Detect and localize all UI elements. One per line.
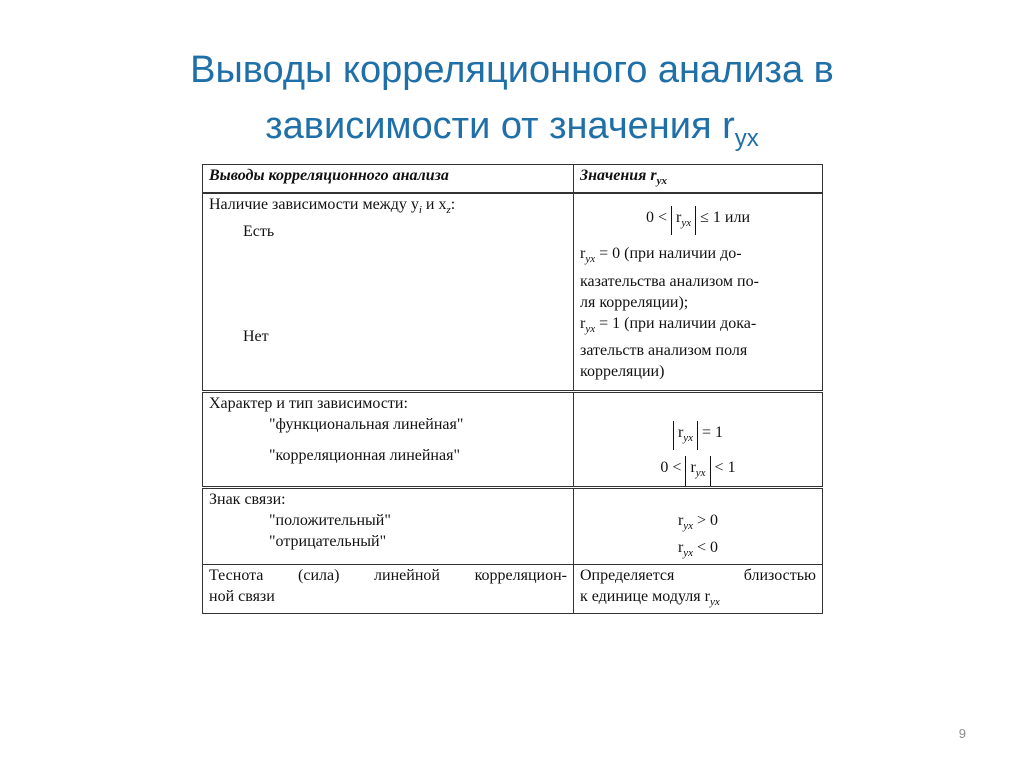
header-values-sub: yx (656, 175, 667, 188)
row3-heading: Знак связи: (209, 490, 286, 508)
row1-yes: Есть (243, 223, 275, 241)
row4-right-cell (574, 564, 823, 613)
row1-heading-sub1: i (418, 204, 422, 217)
row1-spacer (209, 242, 567, 326)
row4-line1: Теснота (сила) линейной корреляцион- (209, 566, 567, 584)
table-row (203, 487, 823, 564)
row2-right-cell (574, 392, 823, 487)
row2-gap (209, 435, 567, 445)
header-values (574, 165, 823, 194)
row2-eq (580, 421, 816, 450)
row1-heading-text: Наличие зависимости между y (209, 196, 419, 214)
row3-neg-text: < 0 (693, 538, 719, 556)
correlation-conclusions-table (202, 164, 823, 614)
row2-item2: "корреляционная линейная" (269, 447, 460, 465)
page-number: 9 (958, 726, 966, 741)
row3-item1: "положительный" (269, 511, 391, 529)
row1-no: Нет (243, 328, 269, 346)
row1-one-line3: корреляции) (580, 362, 665, 380)
table-row (203, 392, 823, 487)
one-r: r (580, 314, 586, 332)
zero-r: r (580, 245, 586, 263)
row3-right-spacer (580, 489, 816, 510)
row3-pos (580, 510, 816, 537)
r-sub: yx (681, 217, 692, 230)
row1-heading-sub2: z (446, 204, 451, 217)
row2-left-cell (203, 392, 574, 487)
row2-right-spacer (580, 393, 816, 421)
row1-heading (209, 194, 567, 221)
row1-right-spacer (580, 194, 816, 206)
row2-eq-post: = 1 (698, 424, 724, 442)
r-symbol: r (677, 511, 684, 529)
table-row (203, 564, 823, 613)
row4-left-cell (203, 564, 574, 613)
row4-right-line2-text: к единице модуля r (580, 587, 710, 605)
table-header-row (203, 165, 823, 194)
r-symbol: r (690, 459, 696, 477)
title-line-2-text: зависимости от значения r (265, 105, 735, 147)
abs-r-2 (673, 421, 698, 450)
title-subscript: yx (734, 125, 759, 152)
row2-ineq (580, 456, 816, 485)
row4-right-sub: yx (709, 596, 720, 609)
row1-zero-line2: казательства анализом по- (580, 272, 759, 290)
r-sub: yx (683, 519, 694, 532)
one-line1-text: = 1 (при наличии дока- (595, 314, 757, 332)
header-conclusions: Выводы корреляционного анализа (203, 165, 574, 194)
row1-zero-line3: ля корреляции); (580, 293, 689, 311)
row3-item2: "отрицательный" (269, 532, 387, 550)
zero-line1-text: = 0 (при наличии до- (595, 245, 742, 263)
row4-right-line2 (580, 586, 816, 613)
row1-right-gap (580, 235, 816, 243)
row4-line2: ной связи (209, 587, 275, 605)
r-symbol: r (676, 209, 682, 227)
row1-heading-end: : (450, 196, 456, 214)
title-line-1: Выводы корреляционного анализа в (190, 49, 834, 91)
r-sub: yx (683, 546, 694, 559)
title-line-2 (60, 98, 964, 154)
r-sub: yx (695, 467, 706, 480)
row2-ineq-pre: 0 < (660, 459, 686, 477)
abs-r-1 (671, 206, 696, 235)
row2-heading: Характер и тип зависимости: (209, 395, 408, 413)
abs-r-3 (685, 456, 710, 485)
header-values-text: Значения r (580, 167, 657, 184)
table-row (203, 193, 823, 392)
row4-right-line1: Определяется близостью (580, 566, 816, 584)
row1-zero-line1 (580, 243, 816, 270)
row1-inequality (580, 206, 816, 235)
row1-one-line2: зательств анализом поля (580, 341, 748, 359)
slide-title (60, 42, 964, 154)
row3-pos-text: > 0 (693, 511, 719, 529)
row1-ineq-post: ≤ 1 или (696, 209, 750, 227)
r-sub: yx (683, 432, 694, 445)
row2-item1: "функциональная линейная" (269, 416, 464, 434)
r-symbol: r (677, 424, 684, 442)
row1-left-cell (203, 193, 574, 392)
row1-one-line1 (580, 313, 816, 340)
row3-left-cell (203, 487, 574, 564)
row2-ineq-post: < 1 (710, 459, 736, 477)
row1-ineq-pre: 0 < (645, 209, 672, 227)
correlation-table-wrapper (202, 164, 816, 609)
r-symbol: r (677, 538, 684, 556)
zero-r-sub: yx (585, 253, 596, 266)
row1-right-cell (574, 193, 823, 392)
row1-heading-mid: и x (421, 196, 447, 214)
row3-right-cell (574, 487, 823, 564)
one-r-sub: yx (585, 322, 596, 335)
row3-neg (580, 537, 816, 564)
